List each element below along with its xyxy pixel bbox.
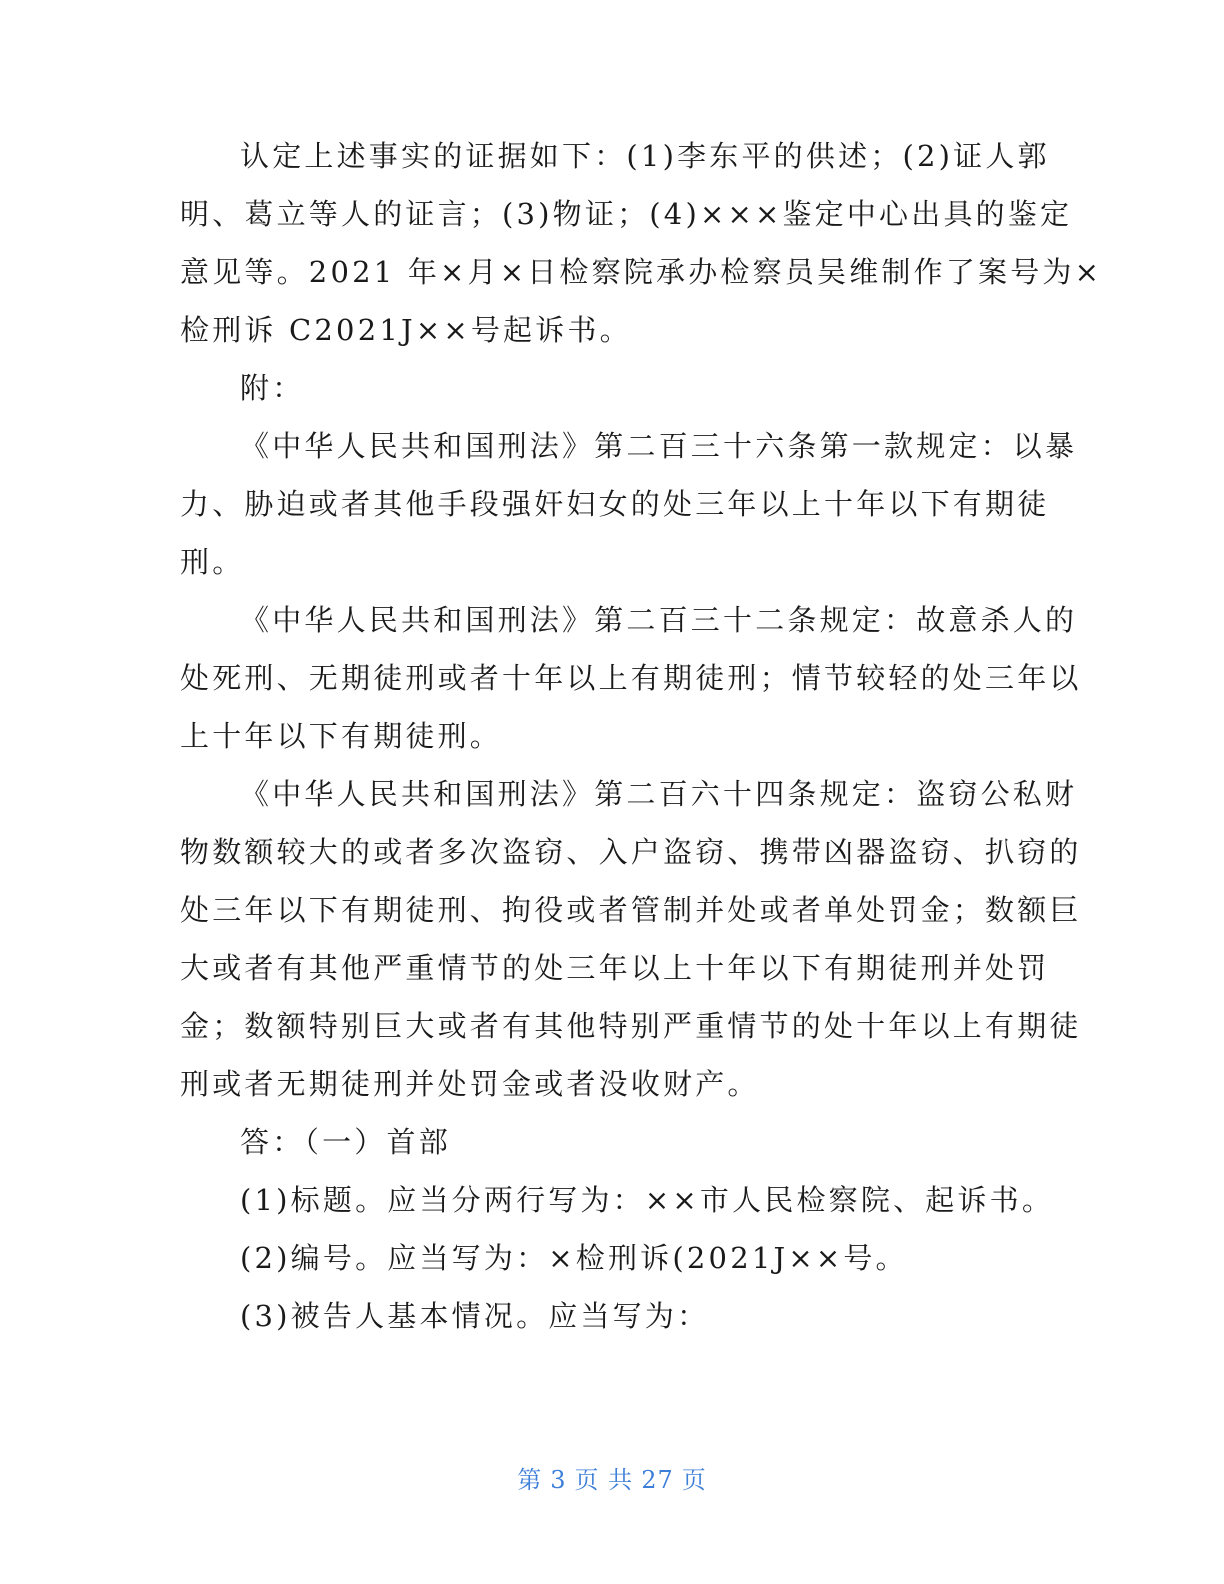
answer-heading [180,1113,1020,1171]
footer-prefix: 第 [517,1466,543,1494]
text-line: 检刑诉 C2021J××号起诉书。 [180,313,632,347]
text-line: 明、葛立等人的证言；(3)物证；(4)×××鉴定中心出具的鉴定 [180,197,1073,231]
footer-total-pages: 27 [641,1466,674,1494]
footer-middle: 页 共 [574,1466,634,1494]
paragraph-law-232 [180,591,1082,765]
text-line: 物数额较大的或者多次盗窃、入户盗窃、携带凶器盗窃、扒窃的 [180,835,1082,869]
item-title [180,1171,1055,1229]
paragraph-evidence [180,127,1103,359]
text-line: 处死刑、无期徒刑或者十年以上有期徒刑；情节较轻的处三年以 [180,661,1082,695]
footer-page-number: 3 [550,1466,567,1494]
paragraph-law-236 [180,417,1078,591]
paragraph-law-264 [180,765,1082,1113]
text-line: 刑或者无期徒刑并处罚金或者没收财产。 [180,1067,760,1101]
appendix-heading [180,359,1020,417]
text-line: 意见等。2021 年×月×日检察院承办检察员吴维制作了案号为× [180,255,1103,289]
item-number [180,1229,1020,1287]
text-line: 大或者有其他严重情节的处三年以上十年以下有期徒刑并处罚 [180,951,1050,985]
text-line: 附： [240,371,305,405]
text-line: 《中华人民共和国刑法》第二百六十四条规定：盗窃公私财 [240,777,1078,811]
text-line: (3)被告人基本情况。应当写为： [240,1299,710,1333]
document-body [180,127,1103,1345]
text-line: 认定上述事实的证据如下：(1)李东平的供述；(2)证人郭 [240,139,1050,173]
text-line: 答：（一）首部 [240,1125,451,1159]
text-line: 上十年以下有期徒刑。 [180,719,503,753]
text-line: 《中华人民共和国刑法》第二百三十二条规定：故意杀人的 [240,603,1078,637]
item-defendant-info [180,1287,1020,1345]
text-line: 《中华人民共和国刑法》第二百三十六条第一款规定：以暴 [240,429,1078,463]
text-line: 刑。 [180,545,245,579]
text-line: 处三年以下有期徒刑、拘役或者管制并处或者单处罚金；数额巨 [180,893,1082,927]
page-footer [0,1462,1224,1498]
text-line: (1)标题。应当分两行写为：××市人民检察院、起诉书。 [240,1183,1055,1217]
text-line: 力、胁迫或者其他手段强奸妇女的处三年以上十年以下有期徒 [180,487,1050,521]
text-line: 金；数额特别巨大或者有其他特别严重情节的处十年以上有期徒 [180,1009,1082,1043]
footer-suffix: 页 [681,1466,707,1494]
text-line: (2)编号。应当写为：×检刑诉(2021J××号。 [240,1241,908,1275]
